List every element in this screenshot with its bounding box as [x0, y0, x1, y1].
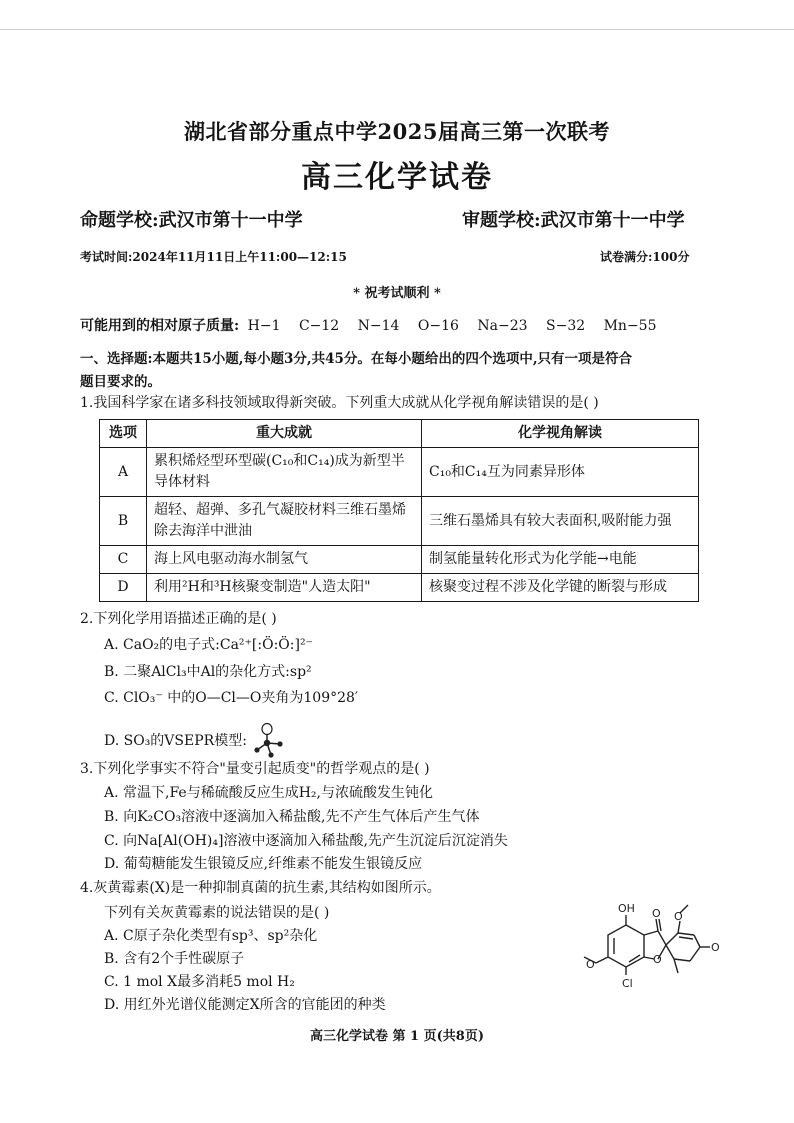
q4-stem-cont: 下列有关灰黄霉素的说法错误的是( ) — [104, 905, 330, 921]
q3-option-a: A. 常温下,Fe与稀硫酸反应生成H₂,与浓硫酸发生钝化 — [104, 785, 433, 801]
option-cell: B — [100, 497, 147, 546]
table-row — [100, 448, 699, 497]
interpretation-cell: C₁₀和C₁₄互为同素异形体 — [422, 448, 699, 497]
full-score: 试卷满分:100分 — [600, 250, 690, 264]
achievement-cell: 利用²H和³H核聚变制造"人造太阳" — [147, 574, 422, 602]
q2-option-b: B. 二聚AlCl₃中Al的杂化方式:sp² — [104, 664, 312, 680]
q4-option-c: C. 1 mol X最多消耗5 mol H₂ — [104, 974, 295, 990]
exam-time: 考试时间:2024年11月11日上午11:00—12:15 — [80, 250, 347, 264]
setter-school: 命题学校:武汉市第十一中学 — [80, 210, 303, 231]
top-divider — [0, 29, 794, 30]
griseofulvin-structure — [578, 895, 728, 1000]
q1-stem: 1.我国科学家在诸多科技领域取得新突破。下列重大成就从化学视角解读错误的是( ) — [80, 395, 599, 411]
structure-label-cl: Cl — [622, 977, 633, 990]
atomic-mass: N−14 — [357, 318, 400, 334]
q3-option-c: C. 向Na[Al(OH)₄]溶液中逐滴加入稀盐酸,先产生沉淀后沉淀消失 — [104, 833, 508, 849]
table-header: 选项 — [100, 420, 147, 448]
table-row — [100, 574, 699, 602]
table-header: 重大成就 — [147, 420, 422, 448]
section-heading-cont: 题目要求的。 — [80, 374, 161, 390]
option-cell: A — [100, 448, 147, 497]
table-header-row — [100, 420, 699, 448]
table-header: 化学视角解读 — [422, 420, 699, 448]
paper-title: 高三化学试卷 — [301, 160, 493, 195]
interpretation-cell: 三维石墨烯具有较大表面积,吸附能力强 — [422, 497, 699, 546]
interpretation-cell: 制氢能量转化形式为化学能→电能 — [422, 546, 699, 574]
structure-label-o: O — [652, 907, 661, 920]
achievement-cell: 超轻、超弹、多孔气凝胶材料三维石墨烯除去海洋中泄油 — [147, 497, 422, 546]
q2-option-a: A. CaO₂的电子式:Ca²⁺[:Ö:Ö:]²⁻ — [104, 637, 313, 653]
table-row — [100, 546, 699, 574]
page-footer: 高三化学试卷 第 1 页(共8页) — [310, 1029, 484, 1044]
q2-option-d-line — [104, 722, 289, 760]
structure-label-o: O — [586, 958, 595, 971]
q4-option-b: B. 含有2个手性碳原子 — [104, 951, 245, 967]
structure-label-o: O — [711, 941, 720, 954]
structure-label-o: O — [653, 953, 662, 966]
interpretation-cell: 核聚变过程不涉及化学键的断裂与形成 — [422, 574, 699, 602]
q2-stem: 2.下列化学用语描述正确的是( ) — [80, 611, 277, 627]
q3-stem: 3.下列化学事实不符合"量变引起质变"的哲学观点的是( ) — [80, 761, 430, 777]
option-cell: D — [100, 574, 147, 602]
q4-stem: 4.灰黄霉素(X)是一种抑制真菌的抗生素,其结构如图所示。 — [80, 880, 441, 896]
structure-label-o: O — [674, 910, 683, 923]
achievement-cell: 累积烯烃型环型碳(C₁₀和C₁₄)成为新型半导体材料 — [147, 448, 422, 497]
atomic-mass: C−12 — [298, 318, 340, 334]
option-cell: C — [100, 546, 147, 574]
q2-option-c: C. ClO₃⁻ 中的O—Cl—O夹角为109°28′ — [104, 690, 359, 706]
atomic-mass: S−32 — [546, 318, 586, 334]
structure-label-oh: OH — [618, 902, 635, 915]
q3-option-d: D. 葡萄糖能发生银镜反应,纤维素不能发生银镜反应 — [104, 856, 423, 872]
blessing: * 祝考试顺利 * — [353, 286, 441, 301]
section-heading: 一、选择题:本题共15小题,每小题3分,共45分。在每小题给出的四个选项中,只有一项是符合 — [80, 351, 633, 367]
q2-option-d: D. SO₃的VSEPR模型: — [104, 733, 247, 749]
atomic-mass-label: 可能用到的相对原子质量: — [80, 318, 240, 334]
atomic-mass: O−16 — [417, 318, 459, 334]
achievement-cell: 海上风电驱动海水制氢气 — [147, 546, 422, 574]
vsepr-model-icon — [251, 722, 289, 760]
atomic-mass: Na−23 — [477, 318, 528, 334]
atomic-mass-line — [80, 315, 657, 335]
q1-table — [99, 419, 699, 602]
reviewer-school: 审题学校:武汉市第十一中学 — [462, 210, 685, 231]
q4-option-a: A. C原子杂化类型有sp³、sp²杂化 — [104, 928, 318, 944]
exam-series: 湖北省部分重点中学2025届高三第一次联考 — [184, 119, 610, 144]
atomic-mass: Mn−55 — [603, 318, 657, 334]
table-row — [100, 497, 699, 546]
q3-option-b: B. 向K₂CO₃溶液中逐滴加入稀盐酸,先不产生气体后产生气体 — [104, 809, 480, 825]
q4-option-d: D. 用红外光谱仪能测定X所含的官能团的种类 — [104, 997, 386, 1013]
atomic-mass: H−1 — [247, 318, 281, 334]
